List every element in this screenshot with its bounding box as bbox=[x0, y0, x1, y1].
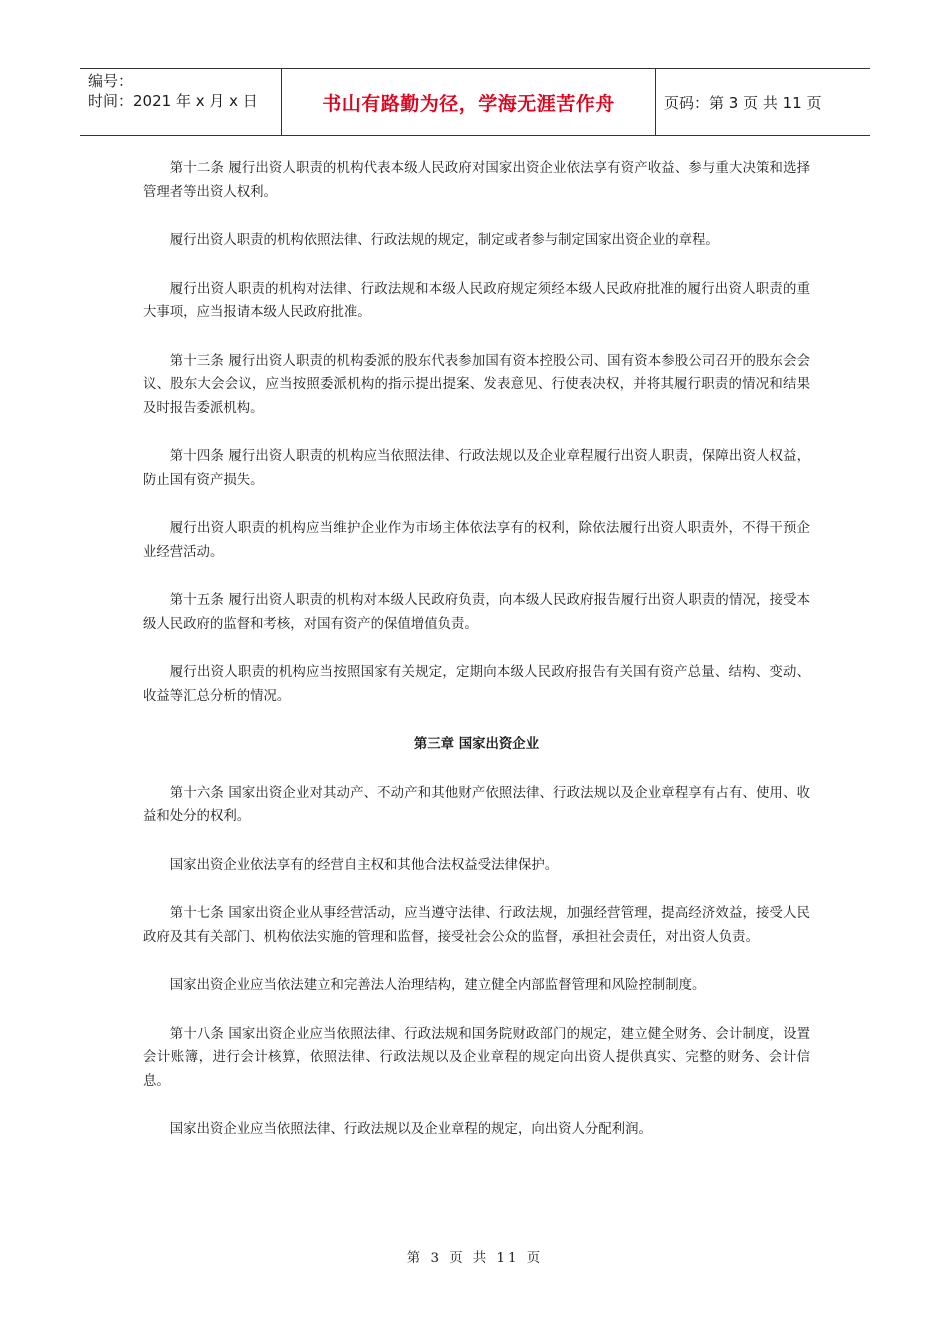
paragraph: 履行出资人职责的机构应当按照国家有关规定，定期向本级人民政府报告有关国有资产总量、结构、变动、收益等汇总分析的情况。 bbox=[143, 665, 810, 704]
paragraph: 履行出资人职责的机构依照法律、行政法规的规定，制定或者参与制定国家出资企业的章程。 bbox=[169, 233, 719, 248]
paragraph: 国家出资企业应当依照法律、行政法规以及企业章程的规定，向出资人分配利润。 bbox=[169, 1122, 652, 1137]
paragraph: 履行出资人职责的机构对法律、行政法规和本级人民政府规定须经本级人民政府批准的履行出资人职责的重大事项，应当报请本级人民政府批准。 bbox=[143, 281, 810, 320]
paragraph: 第十二条 履行出资人职责的机构代表本级人民政府对国家出资企业依法享有资产收益、参与重大决策和选择管理者等出资人权利。 bbox=[143, 161, 810, 200]
page-header bbox=[80, 68, 870, 136]
header-motto: 书山有路勤为径，学海无涯苦作舟 bbox=[282, 69, 656, 135]
document-number-label: 编号： bbox=[88, 72, 134, 90]
paragraph: 第十四条 履行出资人职责的机构应当依照法律、行政法规以及企业章程履行出资人职责，保障出资人权益，防止国有资产损失。 bbox=[143, 449, 810, 488]
paragraph: 第十五条 履行出资人职责的机构对本级人民政府负责，向本级人民政府报告履行出资人职责的情况，接受本级人民政府的监督和考核，对国有资产的保值增值负责。 bbox=[143, 593, 810, 632]
paragraph: 国家出资企业依法享有的经营自主权和其他合法权益受法律保护。 bbox=[169, 857, 559, 873]
header-page-info: 页码：第 3 页 共 11 页 bbox=[664, 93, 822, 112]
paragraph: 国家出资企业应当依法建立和完善法人治理结构，建立健全内部监督管理和风险控制制度。 bbox=[169, 978, 706, 993]
paragraph: 第十六条 国家出资企业对其动产、不动产和其他财产依照法律、行政法规以及企业章程享有占有、使用、收益和处分的权利。 bbox=[143, 785, 810, 824]
chapter-heading: 第三章 国家出资企业 bbox=[413, 736, 540, 752]
header-meta bbox=[80, 69, 282, 135]
paragraph: 第十七条 国家出资企业从事经营活动，应当遵守法律、行政法规，加强经营管理，提高经济效益，接受人民政府及其有关部门、机构依法实施的管理和监督，接受社会公众的监督，承担社会责任，对出资人负责。 bbox=[143, 906, 810, 945]
paragraph: 第十三条 履行出资人职责的机构委派的股东代表参加国有资本控股公司、国有资本参股公司召开的股东会会议、股东大会会议，应当按照委派机构的指示提出提案、发表意见、行使表决权，并将其履行职责的情况和结果及时报告委派机构。 bbox=[143, 353, 810, 416]
page-footer: 第 3 页 共 11 页 bbox=[406, 1251, 544, 1266]
paragraph: 第十八条 国家出资企业应当依照法律、行政法规和国务院财政部门的规定，建立健全财务、会计制度，设置会计账簿，进行会计核算，依照法律、行政法规以及企业章程的规定向出资人提供真实、完整的财务、会计信息。 bbox=[143, 1026, 810, 1089]
document-time-label: 时间：2021 年 x 月 x 日 bbox=[88, 92, 258, 110]
document-body bbox=[143, 157, 810, 1167]
paragraph: 履行出资人职责的机构应当维护企业作为市场主体依法享有的权利，除依法履行出资人职责外，不得干预企业经营活动。 bbox=[143, 521, 810, 560]
